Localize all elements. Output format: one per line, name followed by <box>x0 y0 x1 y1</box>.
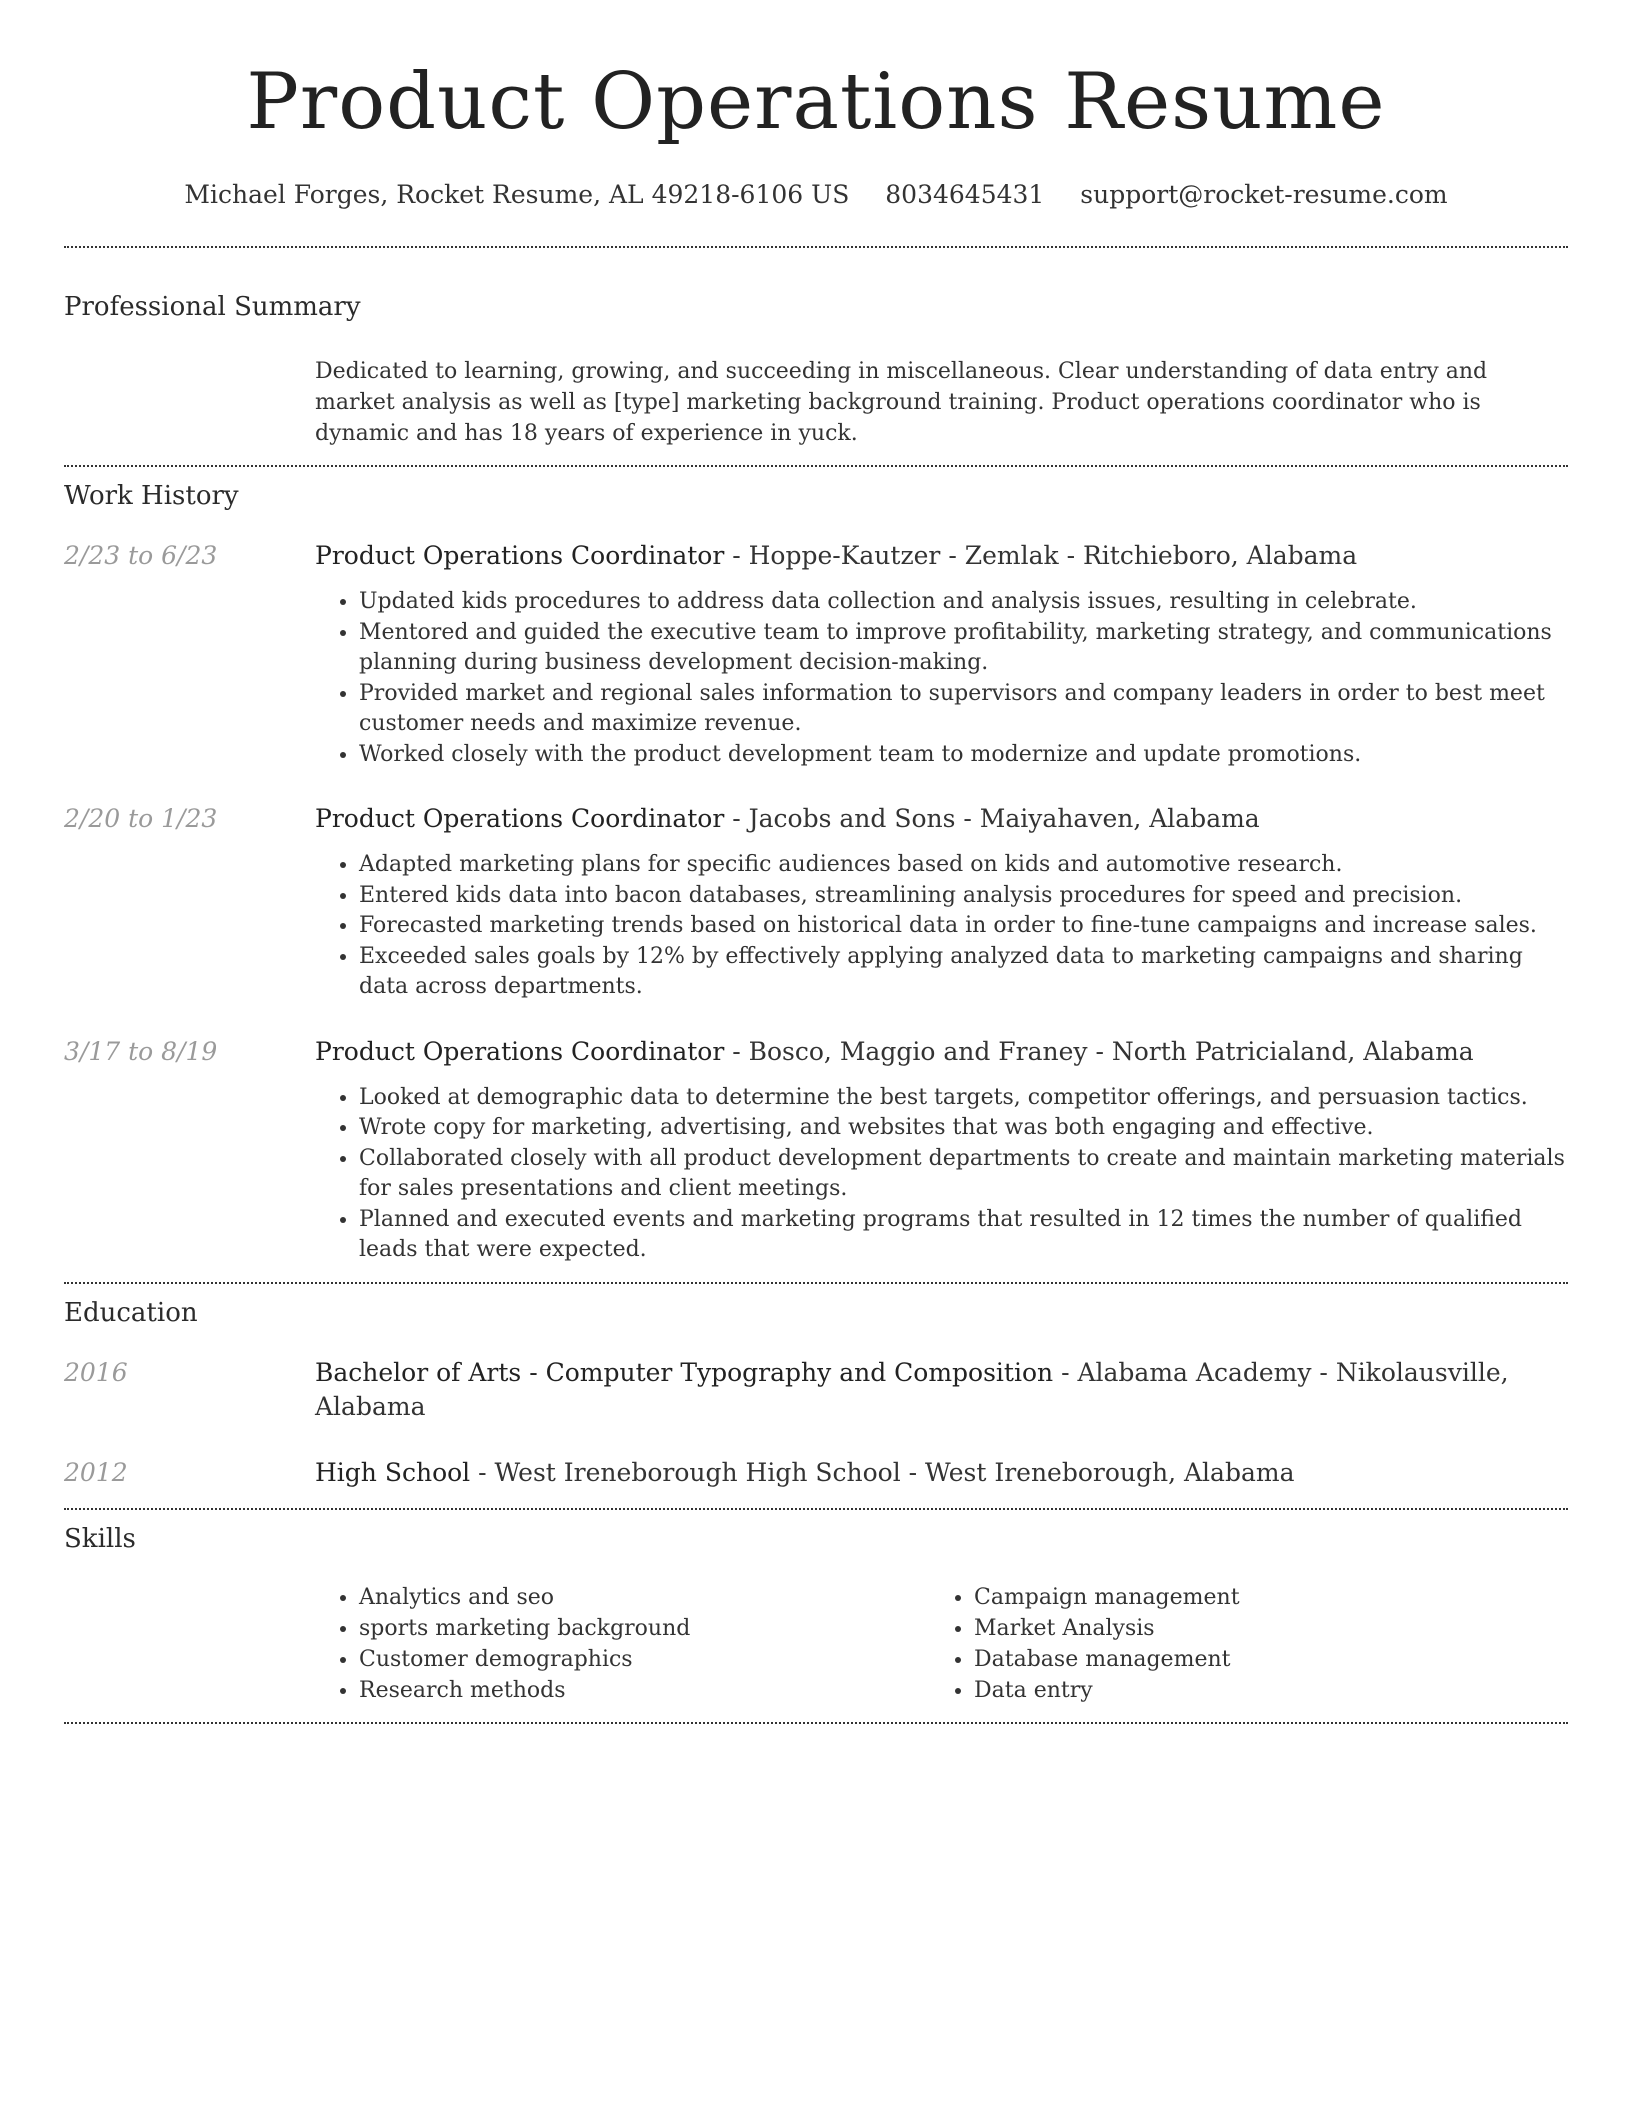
education-details: - West Ireneborough High School - West Ireneborough, Alabama <box>470 1457 1295 1487</box>
job-heading <box>315 802 1568 836</box>
education-details: - Alabama Academy - Nikolausville, Alabama <box>315 1357 1509 1421</box>
job-bullets <box>315 1083 1568 1266</box>
contact-email: support@rocket-resume.com <box>1080 180 1448 209</box>
divider <box>64 1722 1568 1724</box>
skills-list-right <box>930 1582 1545 1706</box>
job-bullet: • Adapted marketing plans for specific audiences based on kids and automotive research. <box>359 850 1568 881</box>
job-bullets <box>315 850 1568 1003</box>
job-bullets <box>315 587 1568 770</box>
job-title: Product Operations Coordinator <box>315 541 725 570</box>
job-heading <box>315 1035 1568 1069</box>
skill-item: • Campaign management <box>974 1582 1545 1613</box>
contact-line <box>64 178 1568 212</box>
summary-section <box>64 290 1568 465</box>
job-bullet: • Exceeded sales goals by 12% by effectively applying analyzed data to marketing campaigns and sharing data across departments. <box>359 942 1568 1003</box>
skill-item: • Research methods <box>359 1675 930 1706</box>
skill-item: • Analytics and seo <box>359 1582 930 1613</box>
job-title: Product Operations Coordinator <box>315 1036 725 1066</box>
job-bullet: • Looked at demographic data to determine the best targets, competitor offerings, and persuasion tactics. <box>359 1083 1568 1114</box>
education-heading <box>315 1456 1568 1490</box>
education-entry <box>64 1356 1568 1424</box>
divider <box>64 465 1568 467</box>
page-title: Product Operations Resume <box>246 57 1386 147</box>
job-bullet: • Entered kids data into bacon databases, streamlining analysis procedures for speed and precision. <box>359 881 1568 912</box>
job-bullet: • Worked closely with the product development team to modernize and update promotions. <box>359 740 1568 771</box>
section-heading-skills: Skills <box>64 1523 136 1554</box>
skill-item: • Data entry <box>974 1675 1545 1706</box>
skill-item: • Market Analysis <box>974 1613 1545 1644</box>
skill-item: • Customer demographics <box>359 1644 930 1675</box>
work-history-section <box>64 479 1568 1266</box>
contact-address: Michael Forges, Rocket Resume, AL 49218-6106 US <box>184 180 850 209</box>
divider <box>64 246 1568 248</box>
contact-phone: 8034645431 <box>885 180 1045 209</box>
divider <box>64 1282 1568 1284</box>
skill-item: • Database management <box>974 1644 1545 1675</box>
education-degree: High School <box>315 1457 471 1487</box>
job-entry <box>64 802 1568 1003</box>
job-title: Product Operations Coordinator <box>315 804 725 833</box>
divider <box>64 1508 1568 1510</box>
job-bullet: • Mentored and guided the executive team to improve profitability, marketing strategy, and communications planning during business development decision-making. <box>359 618 1568 679</box>
skills-list-left <box>315 1582 930 1706</box>
job-bullet: • Collaborated closely with all product development departments to create and maintain marketing materials for sales presentations and client meetings. <box>359 1144 1568 1205</box>
job-bullet: • Provided market and regional sales information to supervisors and company leaders in order to best meet customer needs and maximize revenue. <box>359 679 1568 740</box>
job-bullet: • Wrote copy for marketing, advertising, and websites that was both engaging and effective. <box>359 1113 1568 1144</box>
summary-text: Dedicated to learning, growing, and succeeding in miscellaneous. Clear understanding of data entry and market analysis as well as [type] marketing background training. Product operations coordinator who is dynamic and has 18 years of experience in yuck. <box>315 359 1488 446</box>
job-dates: 3/17 to 8/19 <box>64 1036 218 1066</box>
skill-item: • sports marketing background <box>359 1613 930 1644</box>
job-entry <box>64 1035 1568 1266</box>
job-dates: 2/23 to 6/23 <box>64 541 218 570</box>
job-entry <box>64 539 1568 770</box>
job-bullet: • Forecasted marketing trends based on historical data in order to fine-tune campaigns and increase sales. <box>359 911 1568 942</box>
education-year: 2012 <box>64 1457 128 1487</box>
section-heading-education: Education <box>64 1297 198 1328</box>
job-bullet: • Planned and executed events and marketing programs that resulted in 12 times the number of qualified leads that were expected. <box>359 1205 1568 1266</box>
section-heading-summary: Professional Summary <box>64 292 361 322</box>
job-details: - Bosco, Maggio and Franey - North Patricialand, Alabama <box>724 1036 1474 1066</box>
job-details: - Jacobs and Sons - Maiyahaven, Alabama <box>724 804 1260 833</box>
job-bullet: • Updated kids procedures to address data collection and analysis issues, resulting in celebrate. <box>359 587 1568 618</box>
job-dates: 2/20 to 1/23 <box>64 804 218 833</box>
education-heading <box>315 1356 1568 1424</box>
education-year: 2016 <box>64 1357 128 1387</box>
skills-section <box>64 1522 1568 1722</box>
skills-grid <box>315 1582 1568 1722</box>
education-section <box>64 1296 1568 1508</box>
education-entry <box>64 1456 1568 1490</box>
education-degree: Bachelor of Arts - Computer Typography and Composition <box>315 1357 1054 1387</box>
job-details: - Hoppe-Kautzer - Zemlak - Ritchieboro, Alabama <box>724 541 1358 570</box>
section-heading-work: Work History <box>64 481 239 511</box>
job-heading <box>315 539 1568 573</box>
